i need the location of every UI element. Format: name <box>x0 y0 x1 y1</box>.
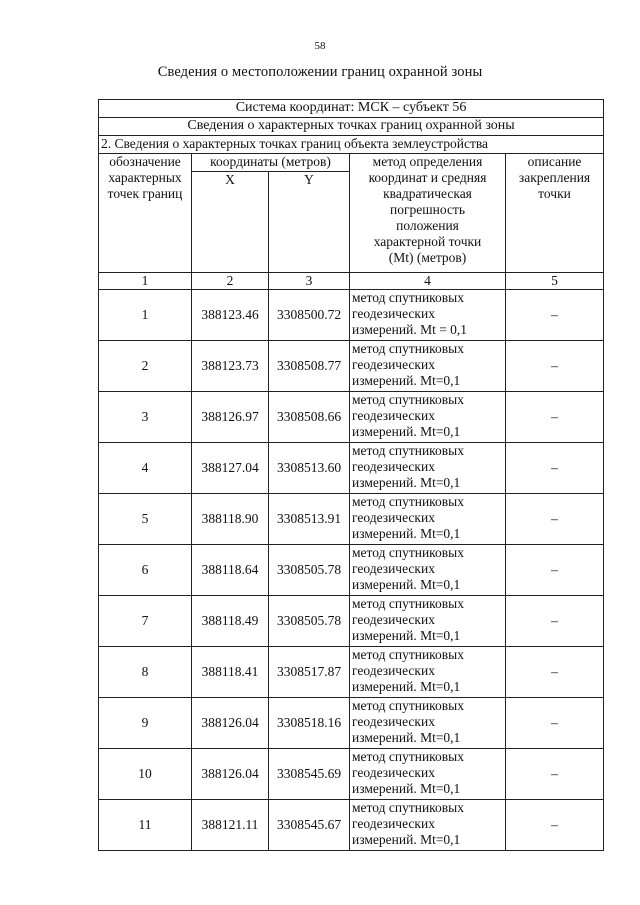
header-description <box>506 154 604 273</box>
y-coordinate-cell: 3308508.66 <box>269 392 350 443</box>
table-row <box>99 545 604 596</box>
header-method-line: координат и средняя <box>368 170 487 185</box>
method-line: геодезических <box>352 612 435 627</box>
page-title: Сведения о местоположении границ охранной зоны <box>157 64 483 80</box>
header-method-line: положения <box>396 218 459 233</box>
method-line: измерений. Mt=0,1 <box>352 679 461 694</box>
column-number: 2 <box>192 273 269 290</box>
method-line: измерений. Mt=0,1 <box>352 832 461 847</box>
header-method-line: характерной точки <box>373 234 482 249</box>
method-line: измерений. Mt=0,1 <box>352 424 461 439</box>
point-number-cell: 10 <box>99 749 192 800</box>
method-cell <box>350 749 506 800</box>
coordinate-system-cell: Система координат: МСК – субъект 56 <box>99 100 604 118</box>
point-number-cell: 5 <box>99 494 192 545</box>
method-line: геодезических <box>352 306 435 321</box>
method-line: геодезических <box>352 663 435 678</box>
description-cell: – <box>506 596 604 647</box>
point-number-cell: 7 <box>99 596 192 647</box>
method-cell <box>350 290 506 341</box>
point-number-cell: 9 <box>99 698 192 749</box>
header-x: X <box>192 172 269 273</box>
y-coordinate-cell: 3308500.72 <box>269 290 350 341</box>
header-description-line: закрепления <box>518 170 591 185</box>
subsection-row <box>99 136 604 154</box>
column-number-row <box>99 273 604 290</box>
header-coordinates: координаты (метров) <box>192 154 350 172</box>
x-coordinate-cell: 388118.90 <box>192 494 269 545</box>
method-line: метод спутниковых <box>352 494 464 509</box>
method-line: метод спутниковых <box>352 749 464 764</box>
method-line: геодезических <box>352 408 435 423</box>
header-method-line: метод определения <box>372 154 483 169</box>
table-row <box>99 341 604 392</box>
x-coordinate-cell: 388118.41 <box>192 647 269 698</box>
point-number-cell: 6 <box>99 545 192 596</box>
description-cell: – <box>506 392 604 443</box>
method-cell <box>350 545 506 596</box>
header-y: Y <box>269 172 350 273</box>
table-row <box>99 392 604 443</box>
table-row <box>99 749 604 800</box>
table-row <box>99 443 604 494</box>
description-cell: – <box>506 698 604 749</box>
header-designation-line: характерных <box>108 170 182 185</box>
header-method <box>350 154 506 273</box>
method-line: метод спутниковых <box>352 800 464 815</box>
header-designation-line: обозначение <box>109 154 181 169</box>
method-cell <box>350 647 506 698</box>
table-row <box>99 494 604 545</box>
description-cell: – <box>506 647 604 698</box>
x-coordinate-cell: 388118.64 <box>192 545 269 596</box>
method-line: метод спутниковых <box>352 545 464 560</box>
method-line: измерений. Mt=0,1 <box>352 475 461 490</box>
method-cell <box>350 698 506 749</box>
y-coordinate-cell: 3308545.67 <box>269 800 350 851</box>
point-number-cell: 3 <box>99 392 192 443</box>
boundary-points-table <box>98 99 604 851</box>
column-number: 1 <box>99 273 192 290</box>
y-coordinate-cell: 3308545.69 <box>269 749 350 800</box>
description-cell: – <box>506 443 604 494</box>
point-number-cell: 8 <box>99 647 192 698</box>
header-designation <box>99 154 192 273</box>
header-row-top <box>99 154 604 172</box>
section-row <box>99 118 604 136</box>
method-line: метод спутниковых <box>352 341 464 356</box>
method-line: измерений. Mt = 0,1 <box>352 322 468 337</box>
description-cell: – <box>506 494 604 545</box>
method-cell <box>350 800 506 851</box>
x-coordinate-cell: 388121.11 <box>192 800 269 851</box>
y-coordinate-cell: 3308518.16 <box>269 698 350 749</box>
method-line: метод спутниковых <box>352 290 464 305</box>
y-coordinate-cell: 3308513.91 <box>269 494 350 545</box>
x-coordinate-cell: 388123.73 <box>192 341 269 392</box>
x-coordinate-cell: 388126.04 <box>192 698 269 749</box>
y-coordinate-cell: 3308508.77 <box>269 341 350 392</box>
description-cell: – <box>506 800 604 851</box>
description-cell: – <box>506 290 604 341</box>
description-cell: – <box>506 545 604 596</box>
method-line: измерений. Mt=0,1 <box>352 628 461 643</box>
method-line: метод спутниковых <box>352 698 464 713</box>
column-number: 3 <box>269 273 350 290</box>
x-coordinate-cell: 388126.97 <box>192 392 269 443</box>
page-number: 58 <box>314 40 326 52</box>
method-cell <box>350 443 506 494</box>
y-coordinate-cell: 3308505.78 <box>269 596 350 647</box>
method-line: геодезических <box>352 816 435 831</box>
header-method-line: (Mt) (метров) <box>388 250 467 265</box>
method-line: геодезических <box>352 714 435 729</box>
x-coordinate-cell: 388118.49 <box>192 596 269 647</box>
method-cell <box>350 596 506 647</box>
coordinate-system-row <box>99 100 604 118</box>
point-number-cell: 1 <box>99 290 192 341</box>
point-number-cell: 11 <box>99 800 192 851</box>
method-line: измерений. Mt=0,1 <box>352 577 461 592</box>
subsection-cell: 2. Сведения о характерных точках границ объекта землеустройства <box>99 136 604 154</box>
description-cell: – <box>506 341 604 392</box>
header-designation-line: точек границ <box>107 186 183 201</box>
method-line: геодезических <box>352 510 435 525</box>
x-coordinate-cell: 388126.04 <box>192 749 269 800</box>
method-line: геодезических <box>352 765 435 780</box>
method-line: измерений. Mt=0,1 <box>352 526 461 541</box>
x-coordinate-cell: 388123.46 <box>192 290 269 341</box>
y-coordinate-cell: 3308517.87 <box>269 647 350 698</box>
table-row <box>99 698 604 749</box>
column-number: 5 <box>506 273 604 290</box>
table-row <box>99 596 604 647</box>
method-line: измерений. Mt=0,1 <box>352 781 461 796</box>
method-line: метод спутниковых <box>352 596 464 611</box>
header-method-line: квадратическая <box>383 186 472 201</box>
column-number: 4 <box>350 273 506 290</box>
x-coordinate-cell: 388127.04 <box>192 443 269 494</box>
y-coordinate-cell: 3308505.78 <box>269 545 350 596</box>
header-method-line: погрешность <box>389 202 465 217</box>
description-cell: – <box>506 749 604 800</box>
table-row <box>99 290 604 341</box>
point-number-cell: 4 <box>99 443 192 494</box>
method-line: метод спутниковых <box>352 392 464 407</box>
table-row <box>99 647 604 698</box>
method-line: метод спутниковых <box>352 647 464 662</box>
point-number-cell: 2 <box>99 341 192 392</box>
method-cell <box>350 494 506 545</box>
method-line: геодезических <box>352 357 435 372</box>
method-line: измерений. Mt=0,1 <box>352 730 461 745</box>
y-coordinate-cell: 3308513.60 <box>269 443 350 494</box>
header-description-line: точки <box>538 186 571 201</box>
section-cell: Сведения о характерных точках границ охранной зоны <box>99 118 604 136</box>
method-line: метод спутниковых <box>352 443 464 458</box>
method-line: измерений. Mt=0,1 <box>352 373 461 388</box>
table-row <box>99 800 604 851</box>
header-description-line: описание <box>527 154 582 169</box>
method-line: геодезических <box>352 459 435 474</box>
method-line: геодезических <box>352 561 435 576</box>
method-cell <box>350 341 506 392</box>
method-cell <box>350 392 506 443</box>
